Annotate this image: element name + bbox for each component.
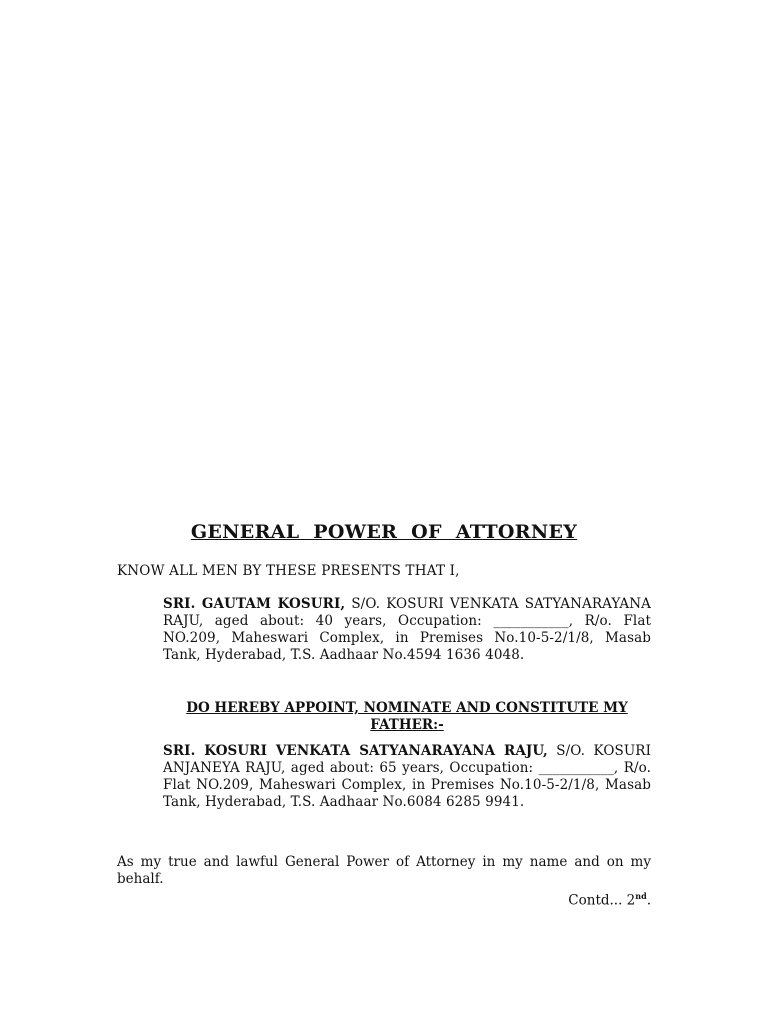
document-title: GENERAL POWER OF ATTORNEY [190,521,578,543]
attorney-paragraph [163,743,651,811]
intro-line: KNOW ALL MEN BY THESE PRESENTS THAT I, [117,563,460,579]
continued-suffix: . [646,892,651,909]
continued-sup: nd [635,891,647,901]
continued-prefix: Contd... 2 [568,892,636,909]
attorney-name: SRI. KOSURI VENKATA SATYANARAYANA RAJU, [163,743,548,759]
attorney-details: S/O. KOSURI ANJANEYA RAJU, aged about: 65 years, Occupation: ___________, R/o. Flat NO.209, Maheswari Complex, in Premises No.10-5-2/1/8, Masab Tank, Hyderabad, T.S. Aadhaar No.6084 6285 9941. [163,743,652,810]
principal-name: SRI. GAUTAM KOSURI, [163,596,346,612]
continued-note [568,888,651,910]
closing-paragraph: As my true and lawful General Power of Attorney in my name and on my behalf. [117,854,651,887]
principal-paragraph [163,596,651,664]
appointment-heading: DO HEREBY APPOINT, NOMINATE AND CONSTITUTE MY FATHER:- [186,700,628,733]
principal-details: S/O. KOSURI VENKATA SATYANARAYANA RAJU, aged about: 40 years, Occupation: ___________, R/o. Flat NO.209, Maheswari Complex, in Premises No.10-5-2/1/8, Masab Tank, Hyderabad, T.S. Aadhaar No.4594 1636 4048. [163,596,651,663]
